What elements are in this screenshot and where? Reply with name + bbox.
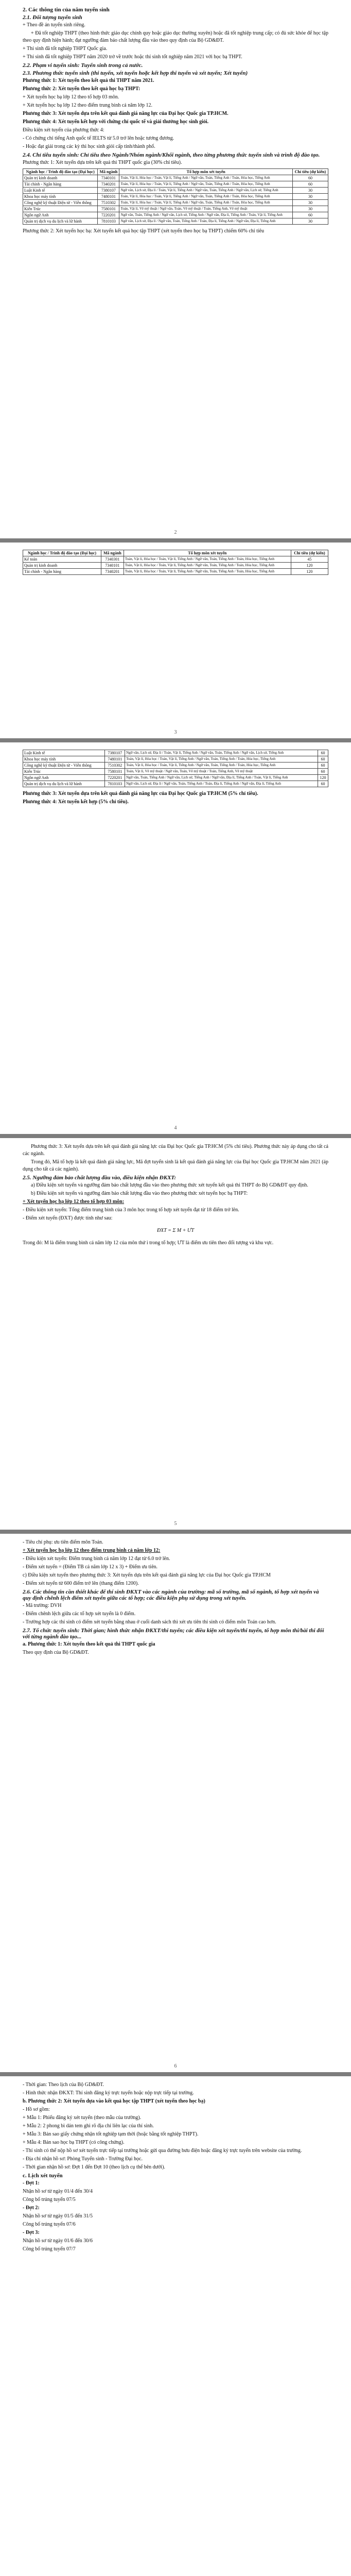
document-page-6 [0,2076,351,2576]
quota-value: 120 [291,569,328,575]
quota-table-1 [23,168,328,225]
table-row [23,200,328,206]
table-body [23,175,328,225]
table-row [23,218,328,225]
paragraph: - Mã trường: DVH [23,1603,62,1608]
col-header: Chỉ tiêu (dự kiến) [292,169,328,175]
document-page-5 [0,1534,351,2072]
paragraph: Phương thức 4: Xét tuyển kết hợp với chứng chỉ quốc tế và giải thưởng học sinh giỏi. [23,119,209,125]
subject-combinations: Toán, Vật lí, Hóa học / Toán, Vật lí, Tiếng Anh / Ngữ văn, Toán, Tiếng Anh / Toán, Hóa học, Tiếng Anh [125,756,318,762]
program-code: 7480101 [98,194,119,200]
paragraph: Phương thức 3: Xét tuyển dựa trên kết quả đánh giá năng lực của Đại học Quốc gia TP.HCM (5% chỉ tiêu). [23,791,258,796]
table-row [23,781,328,787]
program-name: Luật Kinh tế [23,188,98,194]
paragraph: Phương thức 2: Xét tuyển theo kết quả học bạ THPT: [23,86,141,92]
document-page-3 [0,742,351,1134]
paragraph: - Địa chỉ nhận hồ sơ: Phòng Tuyển sinh - Trường Đại học. [23,2156,143,2162]
page-number: 3 [174,730,177,735]
paragraph: - Điểm xét tuyển từ 600 điểm trở lên (thang điểm 1200). [23,1581,139,1586]
program-name: Tài chính - Ngân hàng [23,569,101,575]
quota-value: 45 [291,556,328,563]
col-header: Mã ngành [98,169,119,175]
program-name: Công nghệ kỹ thuật Điện tử - Viễn thông [23,762,105,769]
table-row [23,206,328,212]
paragraph: + Thí sinh đã tốt nghiệp THPT Quốc gia. [23,46,108,52]
table-row [23,556,328,563]
program-code: 7510302 [105,762,125,769]
paragraph: + Mẫu 4: Bản sao học bạ THPT (có công chứng). [23,2140,125,2145]
col-header: Tổ hợp môn xét tuyển [119,169,292,175]
paragraph: - Điểm chênh lệch giữa các tổ hợp xét tuyển là 0 điểm. [23,1611,136,1617]
program-code: 7380107 [98,188,119,194]
page-number: 4 [174,1125,177,1131]
round-label: - Đợt 2: [23,2205,40,2211]
table-row [23,563,328,569]
paragraph: Phương thức 3: Xét tuyển dựa trên kết quả đánh giá năng lực của Đại học Quốc gia TP.HCM (5% chỉ tiêu). Phương thức này áp dụng cho tất cả các ngành. [23,1144,328,1157]
program-code: 7340101 [98,175,119,181]
table-row [23,181,328,188]
round-detail: Nhận hồ sơ từ ngày 01/6 đến 30/6 [23,2238,93,2244]
col-header: Ngành học / Trình độ đào tạo (Đại học) [23,550,101,556]
program-name: Khoa học máy tính [23,756,105,762]
col-header: Tổ hợp môn xét tuyển [124,550,291,556]
page-number: 2 [174,530,177,535]
table-row [23,569,328,575]
paragraph: Trong đó: M là điểm trung bình cả năm lớp 12 của môn thứ i trong tổ hợp; ƯT là điểm ưu tiên theo đối tượng và khu vực. [23,1240,274,1246]
round-detail: Công bố trúng tuyển 07/5 [23,2197,76,2202]
table-body [23,556,328,575]
subject-combinations: Toán, Vật lí, Hóa học / Toán, Vật lí, Tiếng Anh / Ngữ văn, Toán, Tiếng Anh / Toán, Hóa học, Tiếng Anh [119,181,292,188]
quota-value: 60 [318,756,328,762]
program-code: 7480101 [105,756,125,762]
paragraph: Phương thức 2: Xét tuyển học bạ: Xét tuyển kết quả học tập THPT (xét tuyển theo học bạ THPT) chiếm 60% chỉ tiêu [23,228,265,234]
quota-value: 60 [292,181,328,188]
program-name: Ngôn ngữ Anh [23,775,105,781]
paragraph: + Theo đề án tuyển sinh riêng. [23,22,85,28]
subsection-heading: 2.5. Ngưỡng đảm bảo chất lượng đầu vào, điều kiện nhận ĐKXT: [23,1175,176,1181]
paragraph: - Hoặc đạt giải trong các kỳ thi học sinh giỏi cấp tỉnh/thành phố. [23,144,155,149]
paragraph: - Điều kiện xét tuyển: Tổng điểm trung bình của 3 môn học trong tổ hợp xét tuyển đạt từ 18 điểm trở lên. [23,1207,239,1213]
table-body [23,750,328,787]
subject-combinations: Toán, Vật lí, Hóa học / Toán, Vật lí, Tiếng Anh / Ngữ văn, Toán, Tiếng Anh / Toán, Hóa học, Tiếng Anh [124,563,291,569]
program-code: 7810103 [98,218,119,225]
table-row [23,175,328,181]
paragraph: Theo quy định của Bộ GD&ĐT. [23,1650,89,1655]
paragraph: - Thí sinh có thể nộp hồ sơ xét tuyển trực tiếp tại trường hoặc gửi qua đường bưu điện hoặc đăng ký trực tuyến trên website của trường. [23,2148,302,2154]
program-code: 7510302 [98,200,119,206]
quota-value: 60 [292,212,328,218]
paragraph: - Thời gian: Theo lịch của Bộ GD&ĐT. [23,2082,104,2088]
formula: ĐXT = Σ M + ƯT [156,1228,195,1233]
quota-value: 30 [292,200,328,206]
program-name: Khoa học máy tính [23,194,98,200]
round-label: - Đợt 3: [23,2230,40,2235]
round-detail: Nhận hồ sơ từ ngày 01/4 đến 30/4 [23,2189,93,2194]
table-row [23,762,328,769]
subject-combinations: Ngữ văn, Toán, Tiếng Anh / Ngữ văn, Lịch sử, Tiếng Anh / Ngữ văn, Địa lí, Tiếng Anh / Toán, Vật lí, Tiếng Anh [125,775,318,781]
quota-value: 120 [318,775,328,781]
program-name: Quản trị dịch vụ du lịch và lữ hành [23,218,98,225]
program-code: 7580101 [105,769,125,775]
table-row [23,188,328,194]
program-name: Kế toán [23,556,101,563]
page-number: 5 [174,1521,177,1527]
paragraph: Phương thức 1: Xét tuyển dựa trên kết quả thi THPT quốc gia (30% chỉ tiêu). [23,160,182,165]
col-header: Ngành học / Trình độ đào tạo (Đại học) [23,169,98,175]
paragraph: + Xét tuyển học bạ lớp 12 theo điểm trung bình cả năm lớp 12: [23,1548,161,1553]
table-row [23,775,328,781]
paragraph: a) Điều kiện xét tuyển và ngưỡng đảm bảo chất lượng đầu vào theo phương thức xét tuyển kết quả thi THPT do Bộ GD&ĐT quy định. [31,1182,308,1188]
quota-value: 60 [318,750,328,756]
program-name: Luật Kinh tế [23,750,105,756]
table-row [23,194,328,200]
paragraph: b. Phương thức 2: Xét tuyển dựa vào kết quả học tập THPT (xét tuyển theo học bạ) [23,2098,205,2104]
subject-combinations: Ngữ văn, Lịch sử, Địa lí / Toán, Vật lí, Tiếng Anh / Ngữ văn, Toán, Tiếng Anh / Ngữ văn, Lịch sử, Tiếng Anh [119,188,292,194]
subsection-heading: 2.3. Phương thức tuyển sinh (thi tuyển, xét tuyển hoặc kết hợp thi tuyển và xét tuyển; Xét tuyển) [23,70,248,76]
subsection-heading: c. Lịch xét tuyển [23,2173,63,2179]
program-name: Kiến Trúc [23,206,98,212]
program-code: 7340201 [101,569,124,575]
quota-value: 60 [292,175,328,181]
program-name: Ngôn ngữ Anh [23,212,98,218]
subject-combinations: Toán, Vật lí, Vẽ mỹ thuật / Ngữ văn, Toán, Vẽ mỹ thuật / Toán, Tiếng Anh, Vẽ mỹ thuật [119,206,292,212]
program-code: 7380107 [105,750,125,756]
subject-combinations: Toán, Vật lí, Hóa học / Toán, Vật lí, Tiếng Anh / Ngữ văn, Toán, Tiếng Anh / Toán, Hóa học, Tiếng Anh [124,556,291,563]
page-number: 6 [174,2063,177,2069]
quota-value: 30 [292,194,328,200]
subsection-heading: 2.7. Tổ chức tuyển sinh: Thời gian; hình thức nhận ĐKXT/thi tuyển; các điều kiện xét tuyển/thi tuyển, tổ hợp môn thi/bài thi đối với từng ngành đào tạo... [23,1628,324,1640]
program-name: Kiến Trúc [23,769,105,775]
program-code: 7220201 [98,212,119,218]
table-row [23,769,328,775]
subject-combinations: Ngữ văn, Lịch sử, Địa lí / Ngữ văn, Toán, Tiếng Anh / Toán, Địa lí, Tiếng Anh / Ngữ văn, Địa lí, Tiếng Anh [119,218,292,225]
round-detail: Công bố trúng tuyển 07/7 [23,2246,76,2252]
subject-combinations: Toán, Vật lí, Hóa học / Toán, Vật lí, Tiếng Anh / Ngữ văn, Toán, Tiếng Anh / Toán, Hóa học, Tiếng Anh [124,569,291,575]
quota-value: 60 [318,781,328,787]
program-code: 7580101 [98,206,119,212]
quota-table-2 [23,550,328,575]
col-header: Mã ngành [101,550,124,556]
paragraph: Phương thức 3: Xét tuyển dựa trên kết quả đánh giá năng lực của Đại học Quốc gia TP.HCM. [23,111,229,116]
document-page-4 [0,1138,351,1530]
paragraph: - Có chứng chỉ tiếng Anh quốc tế IELTS từ 5.0 trở lên hoặc tương đương. [23,135,174,141]
paragraph: + Xét tuyển học bạ lớp 12 theo tổ hợp 03 môn: [23,1199,125,1205]
program-code: 7810103 [105,781,125,787]
col-header: Chỉ tiêu (dự kiến) [291,550,328,556]
subsection-heading: 2.4. Chỉ tiêu tuyển sinh: Chỉ tiêu theo Ngành/Nhóm ngành/Khối ngành, theo từng phương thức tuyển sinh và trình độ đào tạo. [23,152,320,158]
paragraph: c) Điều kiện xét tuyển theo phương thức 3: Xét tuyển dựa trên kết quả đánh giá năng lực của Đại học Quốc gia TP.HCM [23,1572,271,1578]
table-row [23,212,328,218]
paragraph: Phương thức 4: Xét tuyển kết hợp (5% chỉ tiêu). [23,799,129,805]
quota-table-3 [23,750,328,787]
round-detail: Công bố trúng tuyển 07/6 [23,2222,76,2227]
quota-value: 120 [291,563,328,569]
program-code: 7340101 [101,563,124,569]
table-row [23,756,328,762]
paragraph: - Điểm xét tuyển (ĐXT) được tính như sau: [23,1215,113,1221]
subject-combinations: Ngữ văn, Lịch sử, Địa lí / Toán, Vật lí, Tiếng Anh / Ngữ văn, Toán, Tiếng Anh / Ngữ văn, Lịch sử, Tiếng Anh [125,750,318,756]
program-code: 7220201 [105,775,125,781]
paragraph: Điều kiện xét tuyển của phương thức 4: [23,127,104,133]
subject-combinations: Ngữ văn, Toán, Tiếng Anh / Ngữ văn, Lịch sử, Tiếng Anh / Ngữ văn, Địa lí, Tiếng Anh / Toán, Vật lí, Tiếng Anh [119,212,292,218]
paragraph: - Điểm xét tuyển = (Điểm TB cả năm lớp 12 x 3) + Điểm ưu tiên. [23,1564,158,1570]
subject-combinations: Toán, Vật lí, Hóa học / Toán, Vật lí, Tiếng Anh / Ngữ văn, Toán, Tiếng Anh / Toán, Hóa học, Tiếng Anh [119,194,292,200]
paragraph: + Mẫu 1: Phiếu đăng ký xét tuyển (theo mẫu của trường). [23,2115,142,2121]
paragraph: + Mẫu 3: Bản sao giấy chứng nhận tốt nghiệp tạm thời (hoặc bằng tốt nghiệp THPT). [23,2131,199,2137]
paragraph: - Thời gian nhận hồ sơ: Đợt 1 đến Đợt 10 (theo lịch cụ thể bên dưới). [23,2164,165,2170]
paragraph: + Đã tốt nghiệp THPT (theo hình thức giáo dục chính quy hoặc giáo dục thường xuyên) hoặc đã tốt nghiệp trung cấp; có đủ sức khỏe để học tập theo quy định hiện hành; đạt ngưỡng đảm bảo chất lượng đầu vào theo quy định của Bộ GD&ĐT. [23,30,328,43]
program-name: Quản trị kinh doanh [23,175,98,181]
subsection-heading: 2.6. Các thông tin cần thiết khác để thí sinh ĐKXT vào các ngành của trường: mã số trường, mã số ngành, tổ hợp xét tuyển và quy định chênh lệch điểm xét tuyển giữa các tổ hợp; các điều kiện phụ sử dụng trong xét tuyển. [23,1589,319,1601]
quota-value: 30 [292,218,328,225]
quota-value: 60 [318,762,328,769]
paragraph: + Xét tuyển học bạ lớp 12 theo điểm trung bình cả năm lớp 12. [23,103,152,108]
quota-value: 30 [292,188,328,194]
paragraph: Phương thức 1: Xét tuyển theo kết quả thi THPT năm 2021. [23,78,154,83]
subject-combinations: Toán, Vật lí, Hóa học / Toán, Vật lí, Tiếng Anh / Ngữ văn, Toán, Tiếng Anh / Toán, Hóa học, Tiếng Anh [119,200,292,206]
paragraph: - Trường hợp các thí sinh có điểm xét tuyển bằng nhau ở cuối danh sách thì xét ưu tiên thí sinh có điểm môn Toán cao hơn. [23,1619,276,1625]
round-label: - Đợt 1: [23,2180,40,2186]
paragraph: - Hồ sơ gồm: [23,2107,50,2112]
subject-combinations: Toán, Vật lí, Vẽ mỹ thuật / Ngữ văn, Toán, Vẽ mỹ thuật / Toán, Tiếng Anh, Vẽ mỹ thuật [125,769,318,775]
quota-value: 60 [318,769,328,775]
program-code: 7340201 [98,181,119,188]
round-detail: Nhận hồ sơ từ ngày 01/5 đến 31/5 [23,2213,93,2219]
program-name: Quản trị kinh doanh [23,563,101,569]
subject-combinations: Toán, Vật lí, Hóa học / Toán, Vật lí, Tiếng Anh / Ngữ văn, Toán, Tiếng Anh / Toán, Hóa học, Tiếng Anh [119,175,292,181]
program-name: Công nghệ kỹ thuật Điện tử - Viễn thông [23,200,98,206]
paragraph: + Xét tuyển học bạ lớp 12 theo tổ hợp 03 môn. [23,94,119,100]
table-row [23,750,328,756]
paragraph: Trong đó, Mã tổ hợp là kết quả đánh giá năng lực, Mã đợt tuyển sinh là kết quả đánh giá năng lực của Đại học Quốc gia TP.HCM năm 2021 (áp dụng cho tất cả các ngành). [23,1159,328,1172]
program-code: 7340301 [101,556,124,563]
section-heading: 2. Các thông tin của năm tuyển sinh [23,7,110,13]
subject-combinations: Toán, Vật lí, Hóa học / Toán, Vật lí, Tiếng Anh / Ngữ văn, Toán, Tiếng Anh / Toán, Hóa học, Tiếng Anh [125,762,318,769]
document-page-2 [0,543,351,738]
document-page-1 [0,0,351,538]
program-name: Quản trị dịch vụ du lịch và lữ hành [23,781,105,787]
quota-value: 30 [292,206,328,212]
paragraph: - Hình thức nhận ĐKXT: Thí sinh đăng ký trực tuyến hoặc nộp trực tiếp tại trường. [23,2090,194,2096]
paragraph: - Tiêu chí phụ: ưu tiên điểm môn Toán. [23,1539,103,1545]
paragraph: + Thí sinh đã tốt nghiệp THPT năm 2020 trở về trước hoặc thí sinh tốt nghiệp năm 2021 với học bạ THPT. [23,54,242,60]
subsection-heading: 2.2. Phạm vi tuyển sinh: Tuyển sinh trong cả nước. [23,62,143,69]
subsection-heading: 2.1. Đối tượng tuyển sinh [23,14,82,21]
paragraph: a. Phương thức 1: Xét tuyển theo kết quả thi THPT quốc gia [23,1641,155,1647]
subject-combinations: Ngữ văn, Lịch sử, Địa lí / Ngữ văn, Toán, Tiếng Anh / Toán, Địa lí, Tiếng Anh / Ngữ văn, Địa lí, Tiếng Anh [125,781,318,787]
paragraph: - Điều kiện xét tuyển: Điểm trung bình cả năm lớp 12 đạt từ 6.0 trở lên. [23,1556,170,1562]
paragraph: + Mẫu 2: 2 phong bì dán tem ghi rõ địa chỉ liên lạc của thí sinh. [23,2123,154,2129]
paragraph: b) Điều kiện xét tuyển và ngưỡng đảm bảo chất lượng đầu vào theo phương thức xét tuyển học bạ THPT: [31,1191,248,1196]
program-name: Tài chính - Ngân hàng [23,181,98,188]
